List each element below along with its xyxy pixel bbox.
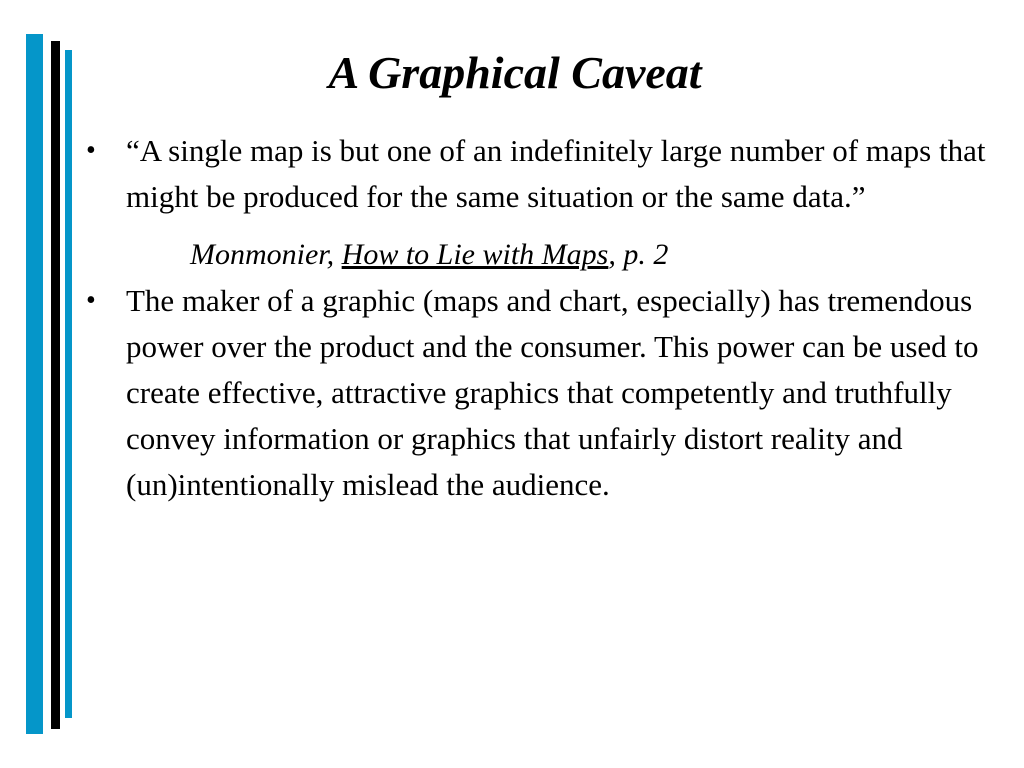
citation bbox=[86, 232, 986, 278]
bullet-dot-icon: • bbox=[86, 285, 96, 316]
bullet-text: “A single map is but one of an indefinitely large number of maps that might be produced for the same situation or the same data.” bbox=[126, 133, 986, 214]
accent-bar-blue-thin bbox=[65, 50, 72, 718]
accent-bar-blue-wide bbox=[26, 34, 43, 734]
citation-work-title: How to Lie with Maps bbox=[341, 238, 609, 271]
bullet-item-power bbox=[86, 278, 986, 508]
bullet-dot-icon: • bbox=[86, 135, 96, 166]
citation-author: Monmonier, bbox=[190, 238, 335, 271]
slide-title: A Graphical Caveat bbox=[328, 47, 702, 98]
citation-page: , p. 2 bbox=[608, 238, 669, 271]
bullet-item-quote bbox=[86, 128, 986, 220]
bullet-list bbox=[86, 128, 986, 508]
bullet-text: The maker of a graphic (maps and chart, especially) has tremendous power over the product and the consumer. This power can be used to create effective, attractive graphics that competently and truthfully convey information or graphics that unfairly distort reality and (un)intentionally mislead the audience. bbox=[126, 283, 979, 502]
accent-bar-black bbox=[51, 41, 60, 729]
